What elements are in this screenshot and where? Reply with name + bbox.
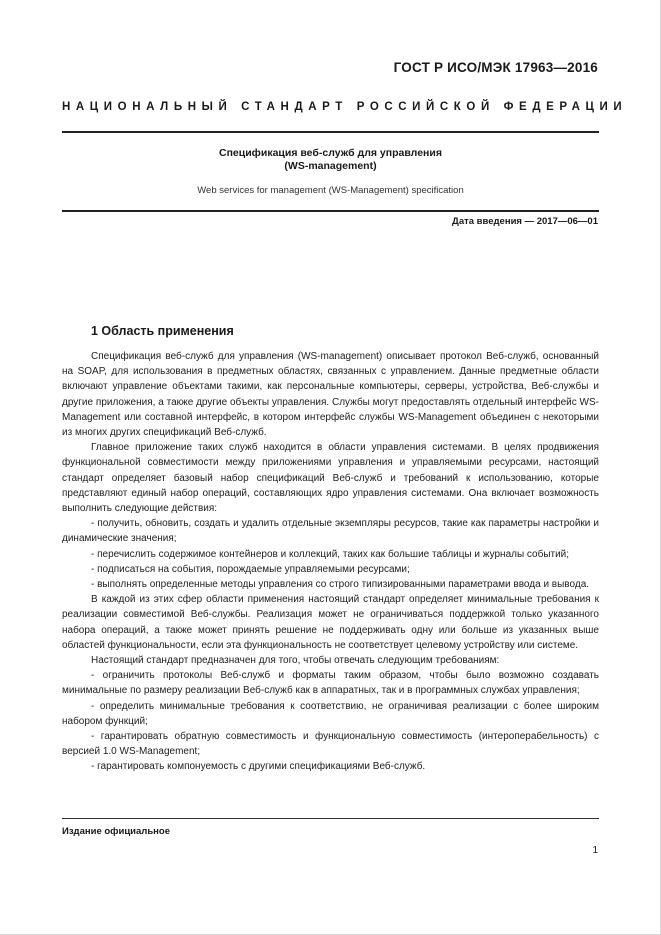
list-item: - выполнять определенные методы управления со строго типизированными параметрами ввода и вывода. [91, 579, 590, 591]
document-title-english: Web services for management (WS-Management) specification [197, 185, 464, 196]
paragraph: Главное приложение таких служб находится в области управления системами. В целях продвижения функциональной совместимости между приложениями управления и управляемыми ресурсами, настоящий стандарт определяет базовый набор спецификаций Веб-служб и требований к использованию, которые представляют единый набор операций, составляющих ядро управления системами. Она включает возможность выполнить следующие действия: [62, 442, 599, 515]
list-item: - ограничить протоколы Веб-служб и форматы таким образом, чтобы было возможно создавать минимальные по размеру реализации Веб-служб как в аппаратных, так и в программных службах управления; [62, 670, 599, 697]
list-item: - получить, обновить, создать и удалить отдельные экземпляры ресурсов, такие как параметры настройки и динамические значения; [62, 518, 599, 545]
paragraph: Настоящий стандарт предназначен для того, чтобы отвечать следующим требованиям: [91, 655, 500, 667]
section-heading: 1 Область применения [91, 324, 234, 338]
paragraph: В каждой из этих сфер области применения настоящий стандарт определяет минимальные требования к реализации совместимой Веб-службы. Реализация может не ограничиваться поддержкой только указанного набора операций, а также может принять решение не поддерживать одну или больше из указанных выше областей функциональности, если эта функциональность не соответствует целевому устройству или системе. [62, 594, 599, 651]
list-item: - гарантировать компонуемость с другими спецификациями Веб-служб. [91, 761, 426, 773]
header-divider [62, 131, 599, 133]
document-title-line2: (WS-management) [284, 160, 377, 172]
list-item: - определить минимальные требования к соответствию, не ограничивая реализации с более широким набором функций; [62, 700, 599, 727]
footer-divider [62, 818, 599, 819]
list-item: - гарантировать обратную совместимость и функциональную совместимость (интероперабельность) с версией 1.0 WS-Management; [62, 731, 599, 758]
document-title-line1: Спецификация веб-служб для управления [219, 147, 442, 159]
standard-number: ГОСТ Р ИСО/МЭК 17963—2016 [393, 60, 598, 75]
national-standard-heading: НАЦИОНАЛЬНЫЙ СТАНДАРТ РОССИЙСКОЙ ФЕДЕРАЦИИ [62, 101, 628, 113]
edition-label: Издание официальное [62, 826, 170, 837]
document-title [62, 147, 599, 173]
list-item: - подписаться на события, порождаемые управляемыми ресурсами; [91, 563, 410, 575]
section-body [62, 349, 599, 775]
introduction-date: Дата введения — 2017—06—01 [452, 216, 598, 227]
title-divider [62, 210, 599, 212]
paragraph: Спецификация веб-служб для управления (WS-management) описывает протокол Веб-служб, основанный на SOAP, для использования в предметных областях, связанных с управлением. Данные предметные области включают управление объектами такими, как персональные компьютеры, серверы, устройства, Веб-службы и другие приложения, а также другие объекты управления. Службы могут предоставлять отдельный интерфейс WS-Management или составной интерфейс, в котором интерфейс службы WS-Management объединен с некоторыми из многих других спецификаций Веб-служб. [62, 351, 599, 439]
page-number: 1 [592, 845, 598, 856]
list-item: - перечислить содержимое контейнеров и коллекций, таких как большие таблицы и журналы событий; [91, 548, 570, 560]
